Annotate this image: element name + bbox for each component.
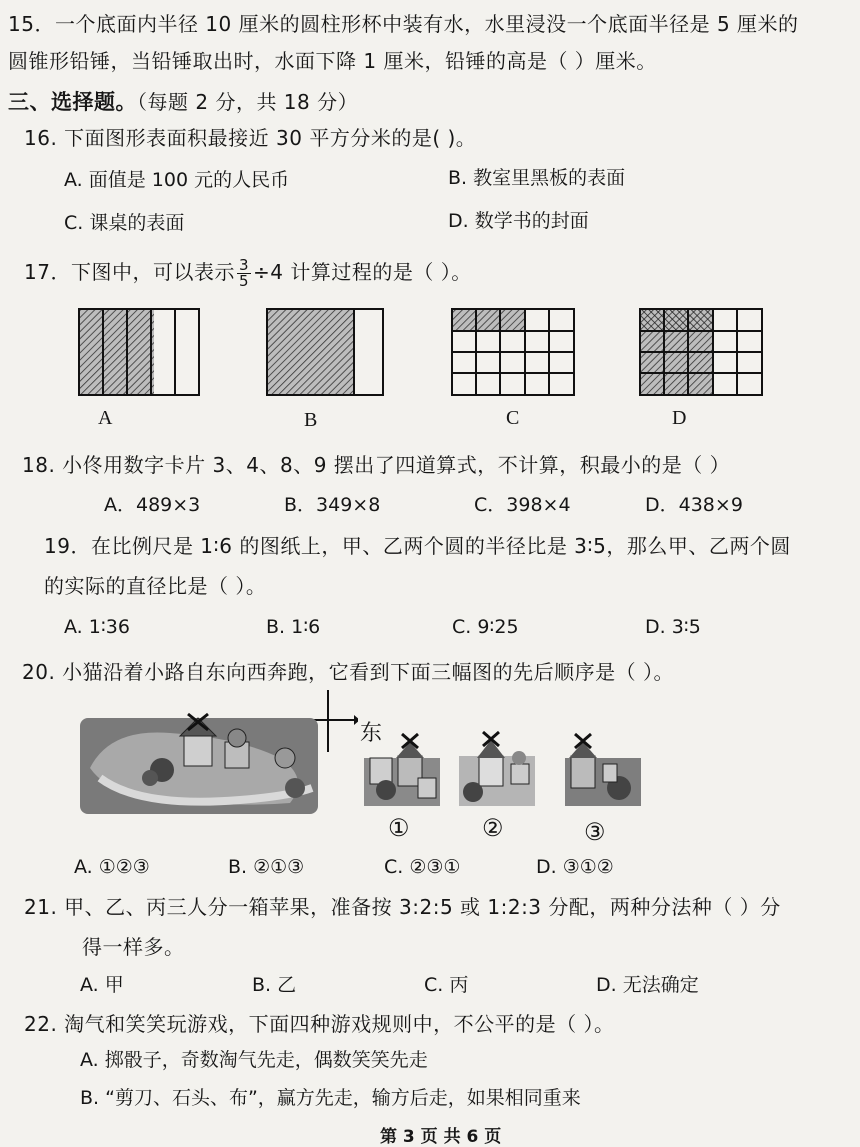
figure-d <box>640 309 762 395</box>
picture-1-label: ① <box>388 816 410 842</box>
q22-option-a: A. 掷骰子，奇数淘气先走，偶数笑笑先走 <box>80 1049 428 1071</box>
q18-stem: 18. 小佟用数字卡片 3、4、8、9 摆出了四道算式，不计算，积最小的是（ ） <box>22 453 731 477</box>
q19-option-a: A. 1∶36 <box>64 616 130 638</box>
figure-b-label: B <box>304 409 318 431</box>
fraction-numerator: 3 <box>238 256 249 274</box>
page-footer: 第 3 页 共 6 页 <box>380 1127 502 1147</box>
q19-line1: 19．在比例尺是 1∶6 的图纸上，甲、乙两个圆的半径比是 3∶5，那么甲、乙两个圆 <box>44 534 791 558</box>
q18-option-c: C．398×4 <box>474 494 571 516</box>
q21-line2: 得一样多。 <box>82 935 185 959</box>
q16-option-d: D. 数学书的封面 <box>448 210 589 232</box>
q21-line1: 21. 甲、乙、丙三人分一箱苹果，准备按 3:2:5 或 1:2:3 分配，两种分法种（ ）分 <box>24 895 781 919</box>
q20-option-c: C. ②③① <box>384 856 461 878</box>
q18-option-b: B．349×8 <box>284 494 381 516</box>
q17-fraction <box>237 258 251 289</box>
scene-picture-3 <box>563 728 643 808</box>
q20-option-a: A. ①②③ <box>74 856 150 878</box>
q15-line1: 15．一个底面内半径 10 厘米的圆柱形杯中装有水，水里浸没一个底面半径是 5 厘米的 <box>8 12 799 36</box>
q19-line2: 的实际的直径比是（ ）。 <box>44 574 267 598</box>
q21-option-a: A. 甲 <box>80 974 124 996</box>
q17-figures <box>0 305 860 425</box>
q21-option-b: B. 乙 <box>252 974 297 996</box>
scene-picture-1 <box>362 728 442 808</box>
q22-stem: 22. 淘气和笑笑玩游戏，下面四种游戏规则中，不公平的是（ ）。 <box>24 1012 615 1036</box>
q21-option-c: C. 丙 <box>424 974 469 996</box>
q16-option-b: B. 教室里黑板的表面 <box>448 167 626 189</box>
figure-b <box>267 309 383 395</box>
q22-option-b: B. “剪刀、石头、布”，赢方先走，输方后走，如果相同重来 <box>80 1087 581 1109</box>
figure-c-label: C <box>506 407 520 429</box>
q20-stem: 20. 小猫沿着小路自东向西奔跑，它看到下面三幅图的先后顺序是（ ）。 <box>22 660 675 684</box>
section-title: 三、选择题。 <box>8 90 137 114</box>
picture-2-label: ② <box>482 816 504 842</box>
q20-option-b: B. ②①③ <box>228 856 305 878</box>
q17-suffix: ÷4 计算过程的是（ ）。 <box>253 260 472 284</box>
picture-3-label: ③ <box>584 820 606 846</box>
q18-option-d: D．438×9 <box>645 494 743 516</box>
cat-path-scene <box>80 708 320 818</box>
q21-option-d: D. 无法确定 <box>596 974 699 996</box>
q19-option-b: B. 1∶6 <box>266 616 321 638</box>
q20-option-d: D. ③①② <box>536 856 614 878</box>
figure-d-label: D <box>672 407 687 429</box>
q16-stem: 16. 下面图形表面积最接近 30 平方分米的是( )。 <box>24 126 477 150</box>
section-note: （每题 2 分，共 18 分） <box>137 90 359 114</box>
q15-line2: 圆锥形铅锤，当铅锤取出时，水面下降 1 厘米，铅锤的高是（ ）厘米。 <box>8 49 657 73</box>
east-label: 东 <box>360 721 383 746</box>
figure-a-label: A <box>98 407 113 429</box>
section-heading <box>8 86 358 116</box>
q16-option-c: C. 课桌的表面 <box>64 212 185 234</box>
q17-prefix: 17．下图中，可以表示 <box>24 260 235 284</box>
q17-stem <box>24 256 472 289</box>
scene-picture-2 <box>457 728 537 808</box>
q19-option-c: C. 9∶25 <box>452 616 519 638</box>
q18-option-a: A．489×3 <box>104 494 201 516</box>
fraction-denominator: 5 <box>238 272 249 290</box>
figure-a <box>79 309 199 395</box>
figure-c <box>452 309 574 395</box>
q16-option-a: A. 面值是 100 元的人民币 <box>64 169 290 191</box>
q19-option-d: D. 3∶5 <box>645 616 701 638</box>
